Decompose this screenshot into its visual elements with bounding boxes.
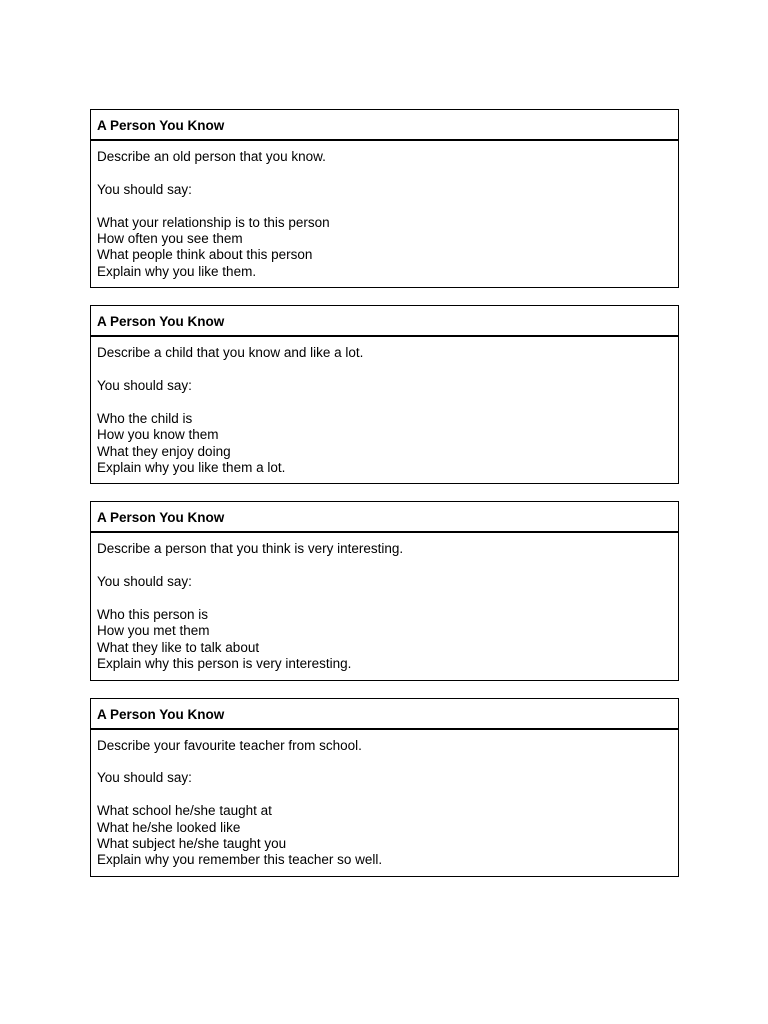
spacer (97, 754, 678, 770)
card-point: Explain why you like them. (97, 263, 257, 279)
card-should-say: You should say: (97, 181, 192, 197)
card-should-say: You should say: (97, 770, 192, 786)
card-point: How you know them (97, 427, 219, 443)
card-prompt: Describe a child that you know and like a lot. (97, 345, 364, 361)
card-title: A Person You Know (91, 110, 678, 141)
card-body (91, 533, 678, 679)
card-point: What people think about this person (97, 247, 313, 263)
card-point: What they like to talk about (97, 639, 260, 655)
card-body (91, 337, 678, 483)
card-prompt: Describe your favourite teacher from school. (97, 737, 362, 753)
spacer (97, 787, 678, 803)
spacer (97, 558, 678, 574)
card-body (91, 141, 678, 287)
card-title: A Person You Know (91, 502, 678, 533)
card-point: What your relationship is to this person (97, 214, 330, 230)
card-point: How you met them (97, 623, 210, 639)
card-should-say: You should say: (97, 378, 192, 394)
card-prompt: Describe an old person that you know. (97, 149, 326, 164)
card-point: Who the child is (97, 410, 193, 426)
card-should-say: You should say: (97, 574, 192, 590)
cue-card (90, 698, 679, 877)
card-title: A Person You Know (91, 306, 678, 337)
spacer (97, 362, 678, 378)
card-point: What they enjoy doing (97, 443, 231, 459)
card-point: What he/she looked like (97, 819, 241, 835)
card-point: Who this person is (97, 607, 209, 623)
cue-card-list (90, 109, 679, 894)
spacer (97, 394, 678, 410)
card-body (91, 730, 678, 876)
card-point: Explain why you like them a lot. (97, 460, 286, 476)
cue-card (90, 501, 679, 680)
card-point: What school he/she taught at (97, 803, 272, 819)
cue-card (90, 305, 679, 484)
cue-card (90, 109, 679, 288)
card-point: Explain why this person is very interesting. (97, 656, 352, 672)
card-prompt: Describe a person that you think is very interesting. (97, 541, 404, 557)
spacer (97, 198, 678, 214)
card-point: What subject he/she taught you (97, 836, 287, 852)
card-point: How often you see them (97, 231, 243, 246)
card-point: Explain why you remember this teacher so well. (97, 852, 383, 868)
spacer (97, 165, 678, 181)
card-title: A Person You Know (91, 699, 678, 730)
spacer (97, 591, 678, 607)
